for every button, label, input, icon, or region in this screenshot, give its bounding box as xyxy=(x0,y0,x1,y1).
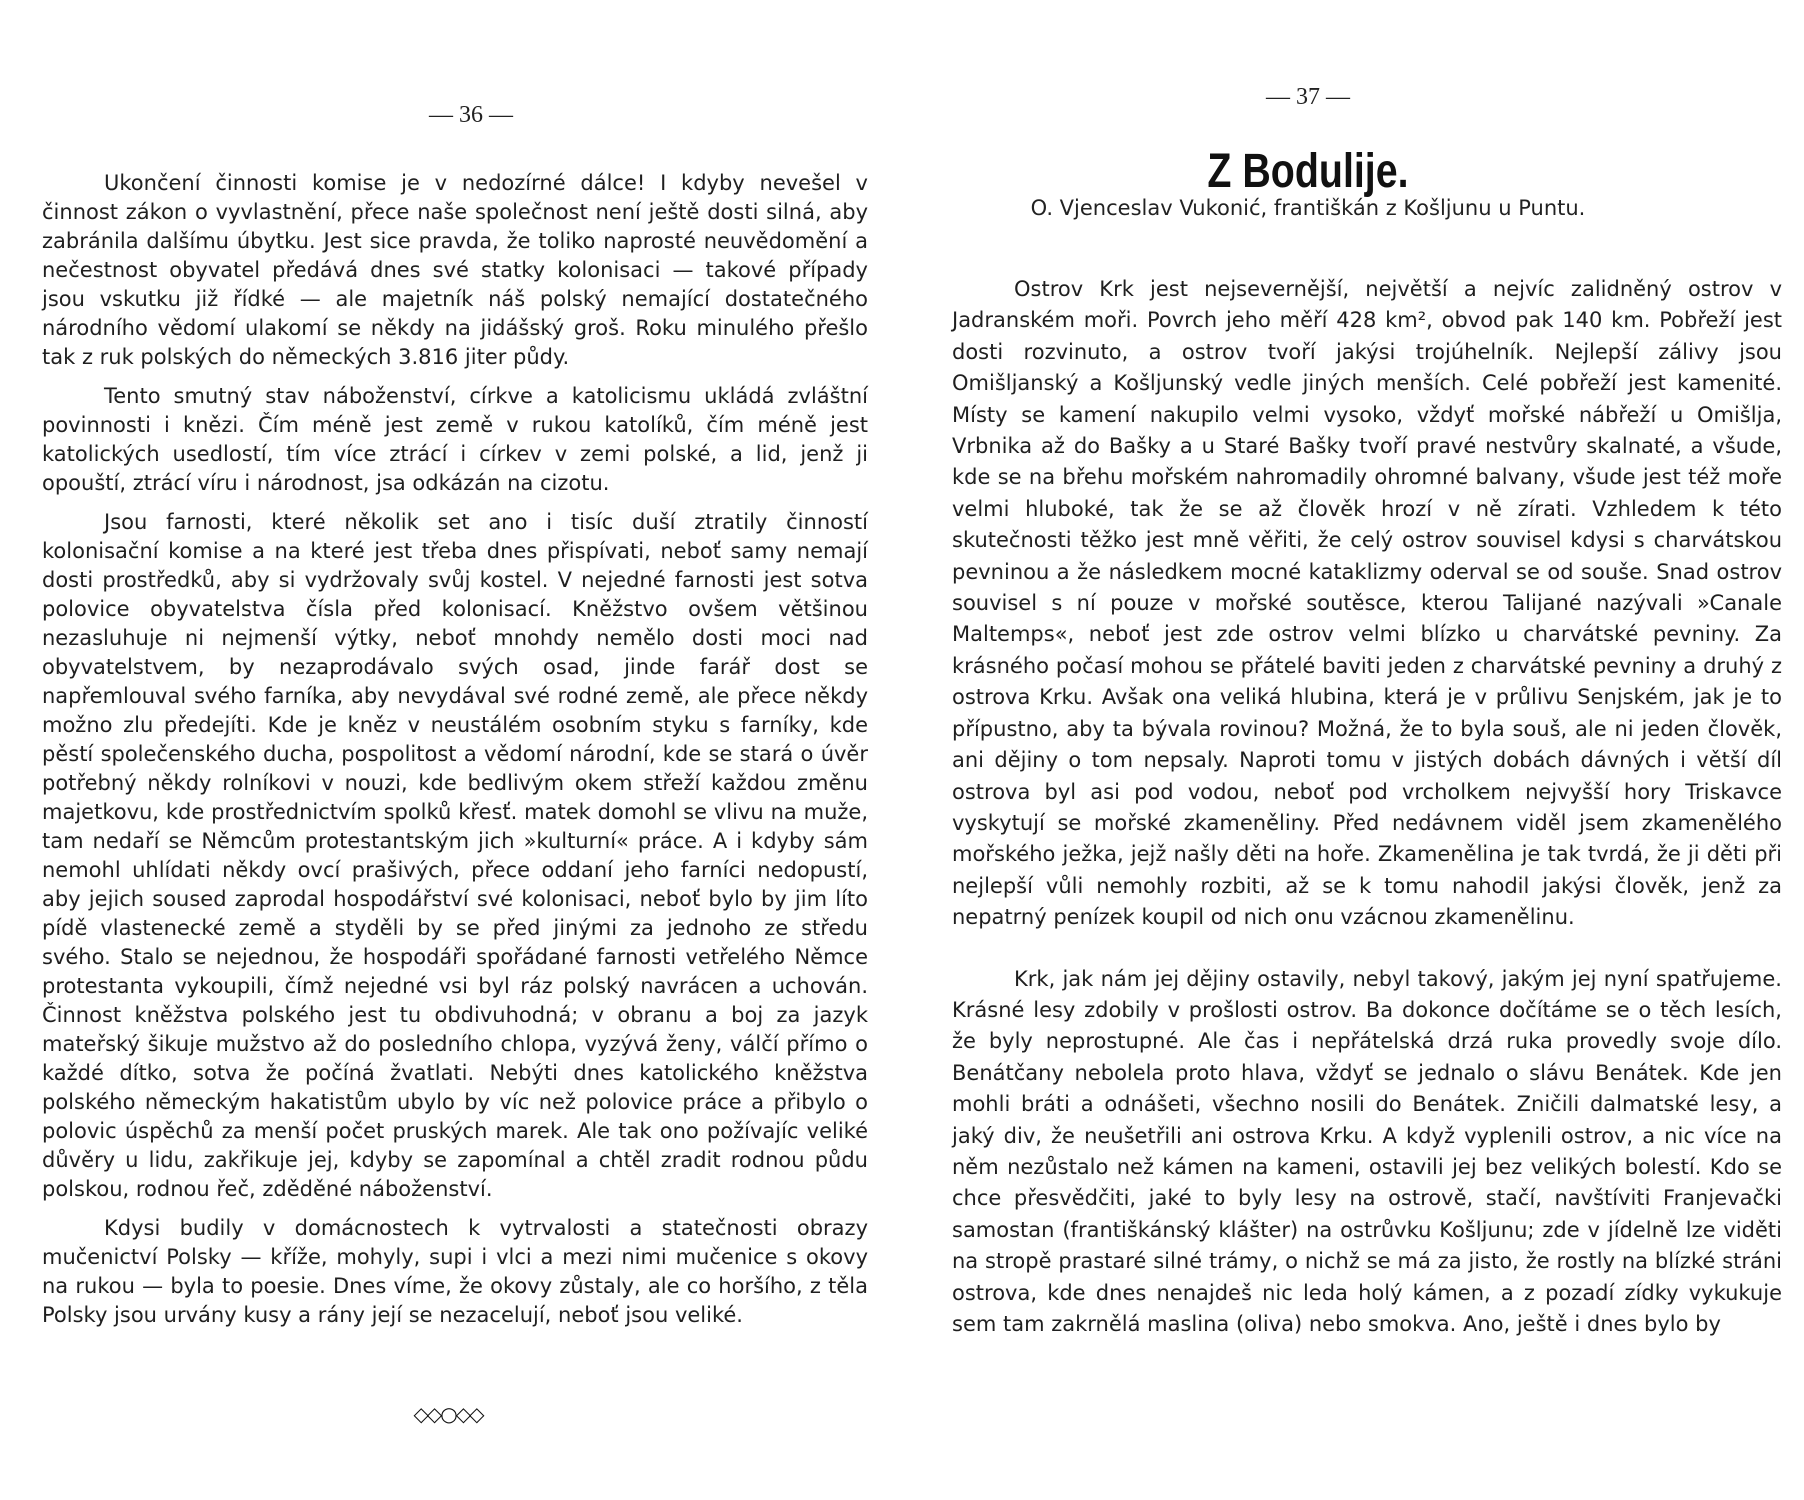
left-page-text xyxy=(42,169,868,1340)
paragraph: Ostrov Krk jest nejsevernější, největší a nejvíc zalidněný ostrov v Jadranském moři. Povrch jeho měří 428 km², obvod pak 140 km. Pobřeží jest dosti rozvinuto, a ostrov tvoří jakýsi trojúhelník. Nejlepší zálivy jsou Omišljanský a Košljunský vedle jiných menších. Celé pobřeží jest kamenité. Místy se kamení nakupilo velmi vysoko, vždyť mořské nábřeží u Omišlja, Vrbnika až do Bašky a u Staré Bašky tvoří pravé nestvůry skalnaté, a všude, kde se na břehu mořském nahromadily ohromné balvany, všude jest též moře velmi hluboké, tak že se až člověk hrozí v ně zírati. Vzhledem k této skutečnosti těžko jest mně věřiti, že celý ostrov souvisel kdysi s charvátskou pevninou a že následkem mocné kataklizmy oderval se od souše. Snad ostrov souvisel s ní pouze v mořské soutěsce, kterou Taliјané nazývali »Canale Maltemps«, neboť jest zde ostrov velmi blízko u charvátské pevniny. Za krásného počasí mohou se přátelé baviti jeden z charvátské pevniny a druhý z ostrova Krku. Avšak ona veliká hlubina, která je v průlivu Senjském, jak je to přípustno, aby ta bývala rovinou? Možná, že to byla souš, ale ni jeden člověk, ani dějiny o tom nepsaly. Naproti tomu v jistých dobách dávných i větší díl ostrova byl asi pod vodou, neboť pod vrcholkem nejvyšší hory Triskavce vyskytují se mořské zkameněliny. Před nedávnem viděl jsem zkamenělého mořského ježka, jejž našly děti na hoře. Zkamenělina je tak tvrdá, že ji děti při nejlepší vůli nemohly rozbiti, až se k tomu nahodil jakýsi člověk, jenž za nepatrný penízek koupil od nich onu vzácnou zkamenělinu. xyxy=(952,277,1782,930)
paragraph: Ukončení činnosti komise je v nedozírné dálce! I kdyby nevešel v činnost zákon o vyvlastnění, přece naše společnost není ještě dosti silná, aby zabránila dalšímu úbytku. Jest sice pravda, že toliko naprosté neuvědomění a nečestnost obyvatel předává dnes své statky kolonisaci — takové případy jsou vskutku již řídké — ale majetník náš polský nemající dostatečného národního vědomí ulakomí se někdy na jidášský groš. Roku minulého přešlo tak z ruk polských do německých 3.816 jiter půdy. xyxy=(42,171,868,369)
paragraph: Jsou farnosti, které několik set ano i tisíc duší ztratily činností kolonisační komise a na které jest třeba dnes přispívati, neboť samy nemají dosti prostředků, aby si vydržovaly svůj kostel. V nejedné farnosti jest sotva polovice obyvatelstva čísla před kolonisací. Kněžstvo ovšem většinou nezasluhuje ni nejmenší výtky, neboť mnohdy nemělo dosti moci nad obyvatelstvem, by nezaprodávalo svých osad, jinde farář dost se napřemlouval svého farníka, aby nevydával své rodné země, ale přece někdy možno zlu předejíti. Kde je kněz v neustálém osobním styku s farníky, kde pěstí společenského ducha, pospolitost a vědomí národní, kde se stará o úvěr potřebný někdy rolníkovi v nouzi, kde bedlivým okem střeží každou změnu majetkovu, kde prostřednictvím spolků křesť. matek domohl se vlivu na muže, tam nedaří se Němcům protestantským jich »kulturní« práce. A i kdyby sám nemohl uhlídati někdy ovcí prašivých, přece oddaní jeho farníci nedopustí, aby jejich soused zaprodal hospodářství své kolonisaci, neboť bylo by jim líto pídě vlastenecké země a styděli by se před jinými za jednoho ze středu svého. Stalo se nejednou, že hospodáři spořádané farnosti vetřelého Němce protestanta vykoupili, čímž nejedné vsi byl ráz polský navrácen a uchován. Činnost kněžstva polského jest tu obdivuhodná; v obranu a boj za jazyk mateřský šikuje mužstvo až do posledního chlopa, vyzývá ženy, válčí přímo o každé dítko, sotva že počíná žvatlati. Nebýti dnes katolického kněžstva polského německým hakatistům ubylo by víc než polovice práce a přibylo o polovic úspěchů za menší počet pruských marek. Ale tak ono požívajíc veliké důvěry u lidu, zakřikuje jej, kdyby se zapomínal a chtěl zradit rodnou půdu polskou, rodnou řeč, zděděné náboženství. xyxy=(42,510,868,1201)
page-number-left: — 36 — xyxy=(429,102,513,128)
right-page-text xyxy=(952,274,1782,1370)
paragraph: Tento smutný stav náboženství, církve a katolicismu ukládá zvláštní povinnosti i knězi. Čím méně jest země v rukou katolíků, čím méně jest katolických usedlostí, tím více ztrácí i církev v zemi polské, a lid, jenž ji opouští, ztrácí víru i národnost, jsa odkázán na cizotu. xyxy=(42,384,868,495)
section-end-ornament: ◇◇○◇◇ xyxy=(413,1402,483,1426)
right-page xyxy=(902,0,1804,1500)
author-byline: O. Vjenceslav Vukonić, františkán z Košljunu u Puntu. xyxy=(1030,196,1586,220)
page-number-right: — 37 — xyxy=(1266,84,1350,110)
chapter-title: Z Bodulije. xyxy=(1207,145,1409,198)
paragraph: Kdysi budily v domácnostech k vytrvalosti a statečnosti obrazy mučenictví Polsky — kříže, mohyly, supi i vlci a mezi nimi mučenice s okovy na rukou — byla to poesie. Dnes víme, že okovy zůstaly, ale co horšího, z těla Polsky jsou urvány kusy a rány její se nezacelují, neboť jsou veliké. xyxy=(42,1216,868,1327)
paragraph: Krk, jak nám jej dějiny ostavily, nebyl takový, jakým jej nyní spatřujeme. Krásné lesy zdobily v prošlosti ostrov. Ba dokonce dočítáme se o těch lesích, že byly neprostupné. Ale čas i nepřátelská drzá ruka provedly svoje dílo. Benátčany nebolela proto hlava, vždyť se jednalo o slávu Benátek. Kde jen mohli bráti a odnášeti, všechno nosili do Benátek. Zničili dalmatské lesy, a jaký div, že neušetřili ani ostrova Krku. A když vyplenili ostrov, a nic více na něm nezůstalo než kámen na kameni, ostavili jej bez velikých bolestí. Kdo se chce přesvědčiti, jaké to byly lesy na ostrově, stačí, navštíviti Franjevački samostan (františkánský klášter) na ostrůvku Košljunu; zde v jídelně lze viděti na stropě prastaré silné trámy, o nichž se má za jisto, že rostly na blízké stráni ostrova, kde dnes nenajdeš nic leda holý kámen, a z pozadí zídky vykukuje sem tam zakrnělá maslina (oliva) nebo smokva. Ano, ještě i dnes bylo by xyxy=(952,966,1782,1336)
